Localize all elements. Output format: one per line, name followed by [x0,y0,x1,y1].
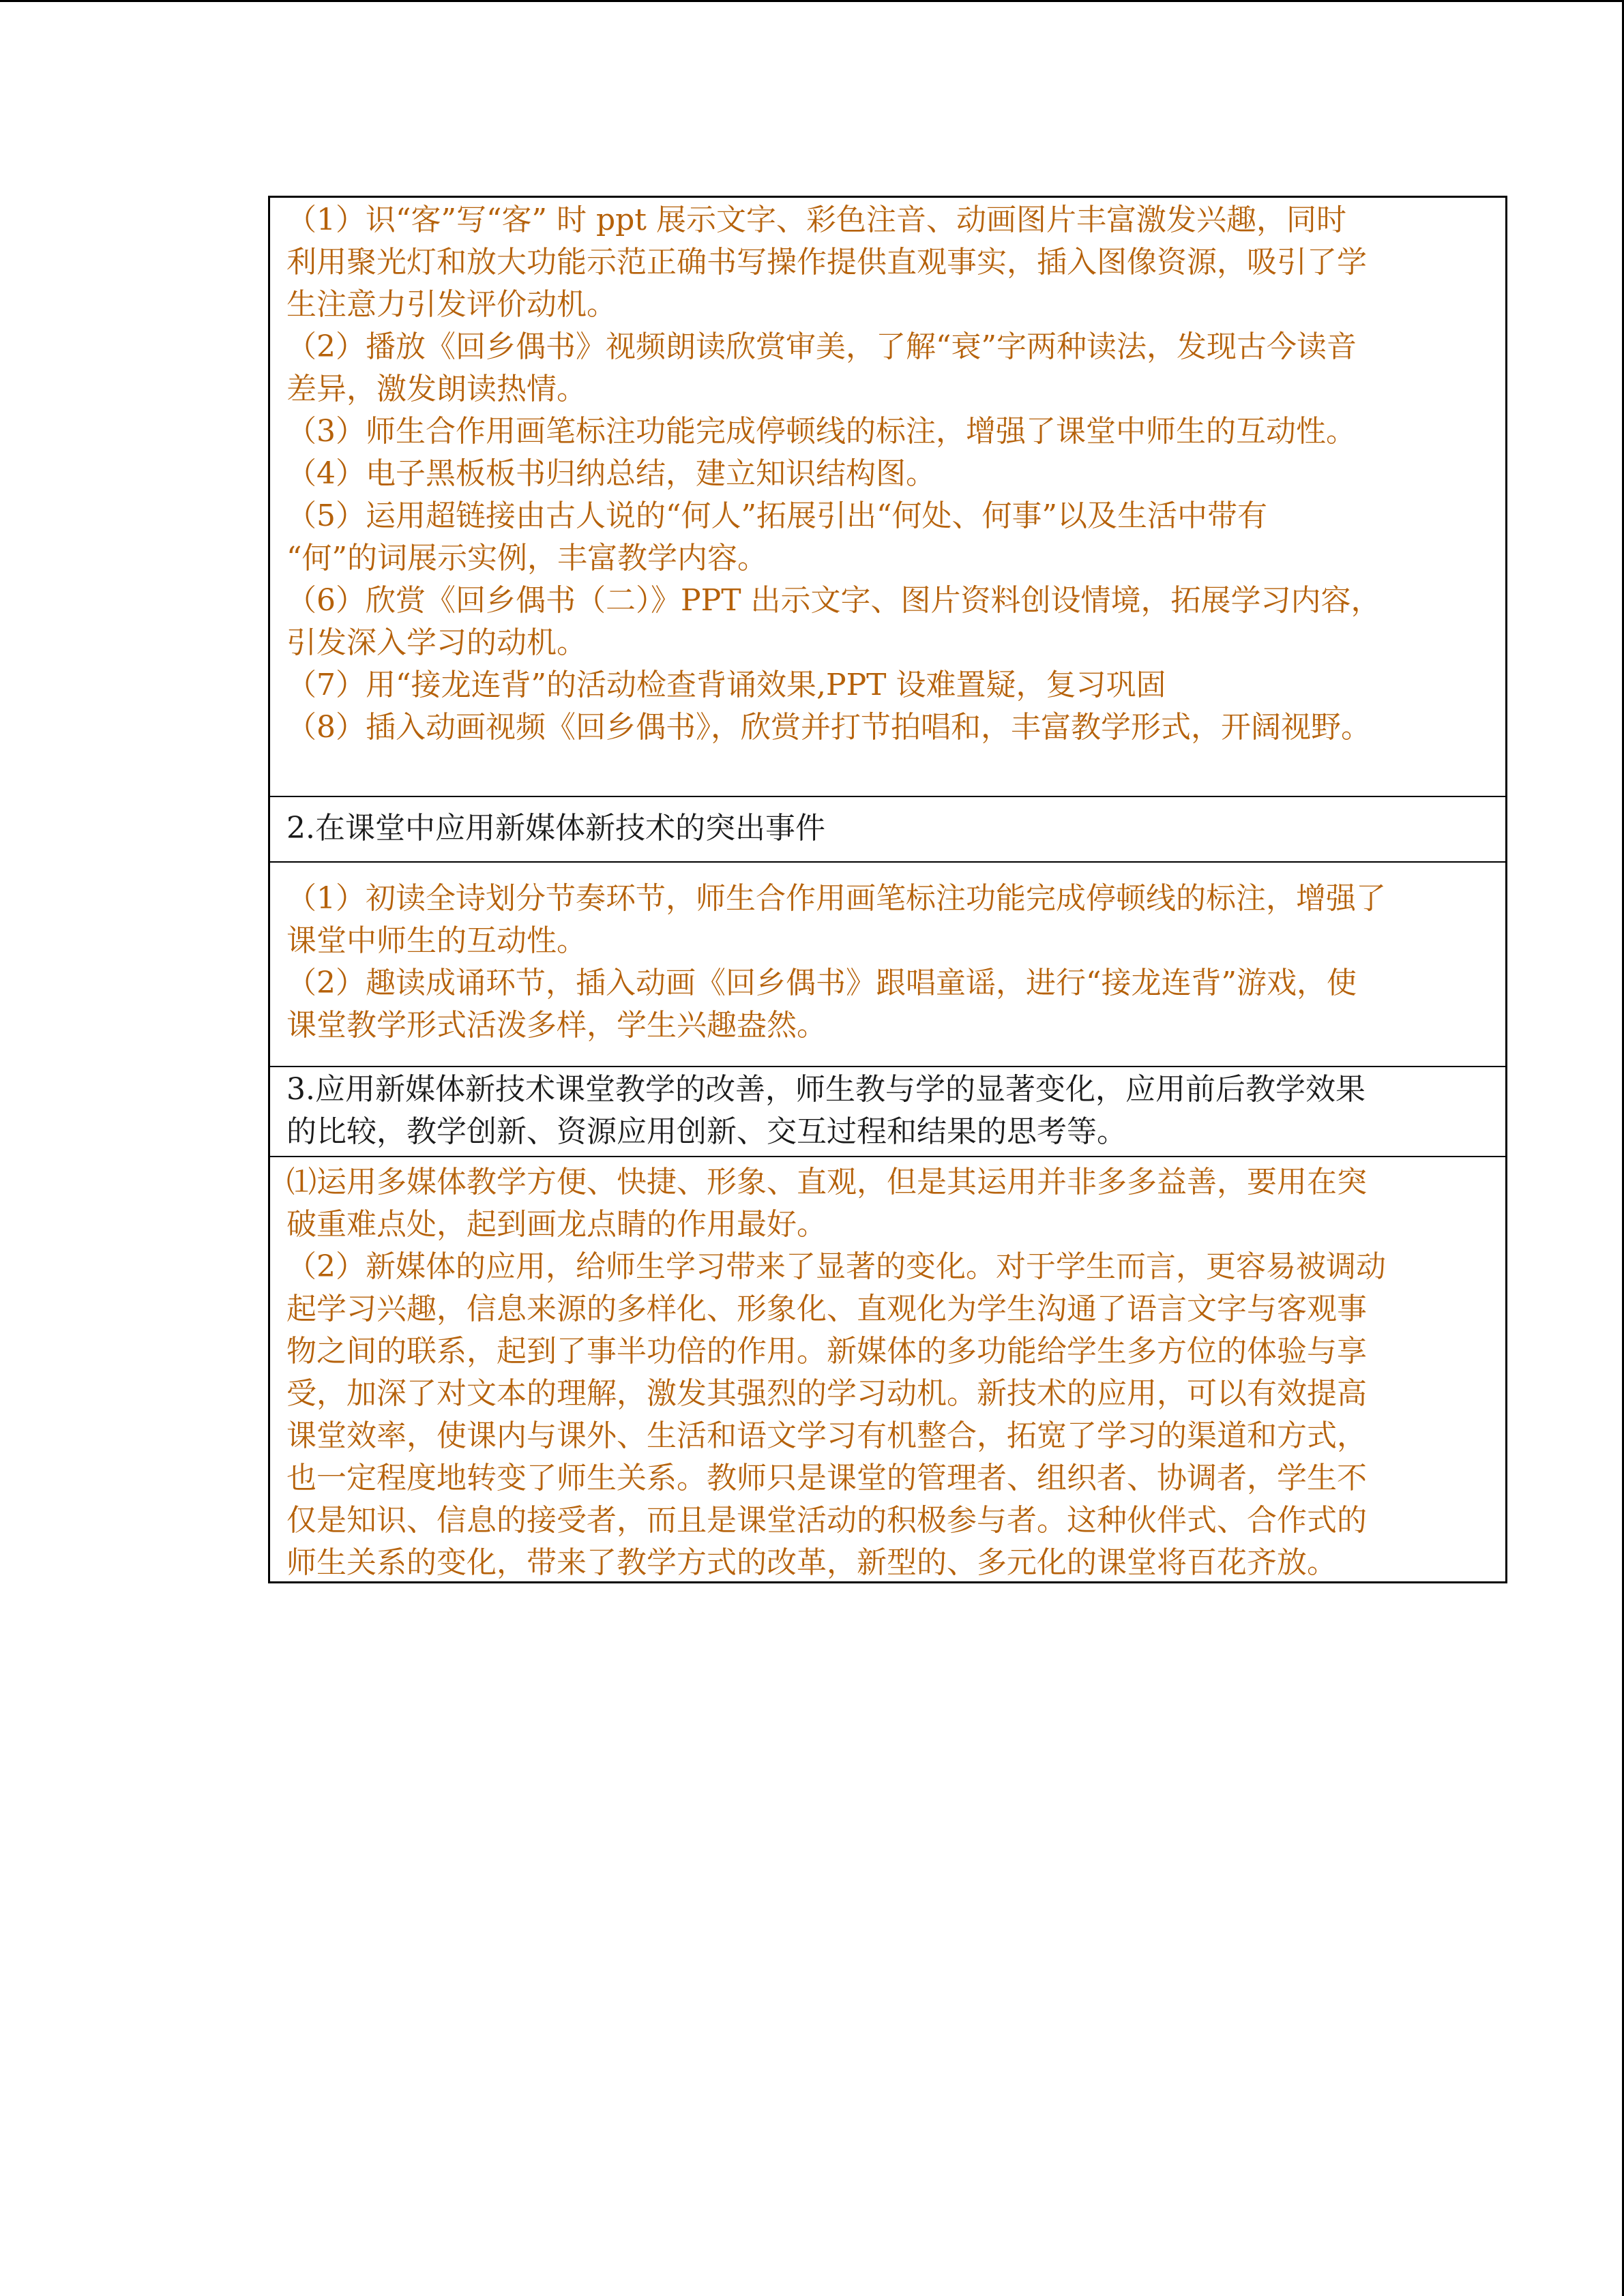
text-line: 师生关系的变化，带来了教学方式的改革，新型的、多元化的课堂将百花齐放。 [286,1545,1337,1580]
text-line: （2）播放《回乡偶书》视频朗读欣赏审美，了解“衰”字两种读法，发现古今读音 [286,329,1357,364]
text-line: ⑴运用多媒体教学方便、快捷、形象、直观，但是其运用并非多多益善，要用在突 [286,1165,1367,1199]
text-line: （8）插入动画视频《回乡偶书》，欣赏并打节拍唱和，丰富教学形式，开阔视野。 [286,710,1371,745]
section-heading: 2.在课堂中应用新媒体新技术的突出事件 [286,811,825,846]
section-heading: 的比较，教学创新、资源应用创新、交互过程和结果的思考等。 [286,1114,1127,1149]
text-line: （1）初读全诗划分节奏环节，师生合作用画笔标注功能完成停顿线的标注，增强了 [286,881,1386,916]
text-line: 差异，激发朗读热情。 [286,372,587,406]
text-line: （7）用“接龙连背”的活动检查背诵效果,PPT 设难置疑，复习巩固 [286,668,1166,702]
section-2-heading-cell [270,796,1505,861]
text-line: 受，加深了对文本的理解，激发其强烈的学习动机。新技术的应用，可以有效提高 [286,1376,1367,1411]
text-line: （5）运用超链接由古人说的“何人”拓展引出“何处、何事”以及生活中带有 [286,498,1267,533]
section-3-heading-cell [270,1066,1505,1156]
document-table [268,196,1507,1583]
text-line: 仅是知识、信息的接受者，而且是课堂活动的积极参与者。这种伙伴式、合作式的 [286,1503,1367,1538]
text-line: 利用聚光灯和放大功能示范正确书写操作提供直观事实，插入图像资源，吸引了学 [286,245,1367,280]
text-line: 引发深入学习的动机。 [286,625,587,660]
text-line: 也一定程度地转变了师生关系。教师只是课堂的管理者、组织者、协调者，学生不 [286,1461,1367,1495]
text-line: （2）新媒体的应用，给师生学习带来了显著的变化。对于学生而言，更容易被调动 [286,1249,1386,1284]
text-line: （6）欣赏《回乡偶书（二）》PPT 出示文字、图片资料创设情境，拓展学习内容， [286,583,1381,618]
media-usage-details-cell [270,198,1505,796]
text-line: 破重难点处，起到画龙点睛的作用最好。 [286,1207,827,1242]
text-line: （3）师生合作用画笔标注功能完成停顿线的标注，增强了课堂中师生的互动性。 [286,414,1356,449]
reflection-cell [270,1156,1505,1581]
section-heading: 3.应用新媒体新技术课堂教学的改善，师生教与学的显著变化，应用前后教学效果 [286,1072,1365,1107]
page-top-border [0,0,1624,2]
highlight-events-cell [270,861,1505,1066]
text-line: 生注意力引发评价动机。 [286,287,617,322]
text-line: （2）趣读成诵环节，插入动画《回乡偶书》跟唱童谣，进行“接龙连背”游戏，使 [286,966,1357,1000]
text-line: 起学习兴趣，信息来源的多样化、形象化、直观化为学生沟通了语言文字与客观事 [286,1292,1367,1326]
text-line: （1）识“客”写“客” 时 ppt 展示文字、彩色注音、动画图片丰富激发兴趣，同时 [286,203,1346,237]
text-line: “何”的词展示实例，丰富教学内容。 [286,541,767,576]
text-line: 物之间的联系，起到了事半功倍的作用。新媒体的多功能给学生多方位的体验与享 [286,1334,1367,1369]
text-line: 课堂中师生的互动性。 [286,923,587,958]
text-line: 课堂教学形式活泼多样，学生兴趣盎然。 [286,1008,827,1043]
text-line: （4）电子黑板板书归纳总结，建立知识结构图。 [286,456,936,491]
text-line: 课堂效率，使课内与课外、生活和语文学习有机整合，拓宽了学习的渠道和方式， [286,1418,1367,1453]
